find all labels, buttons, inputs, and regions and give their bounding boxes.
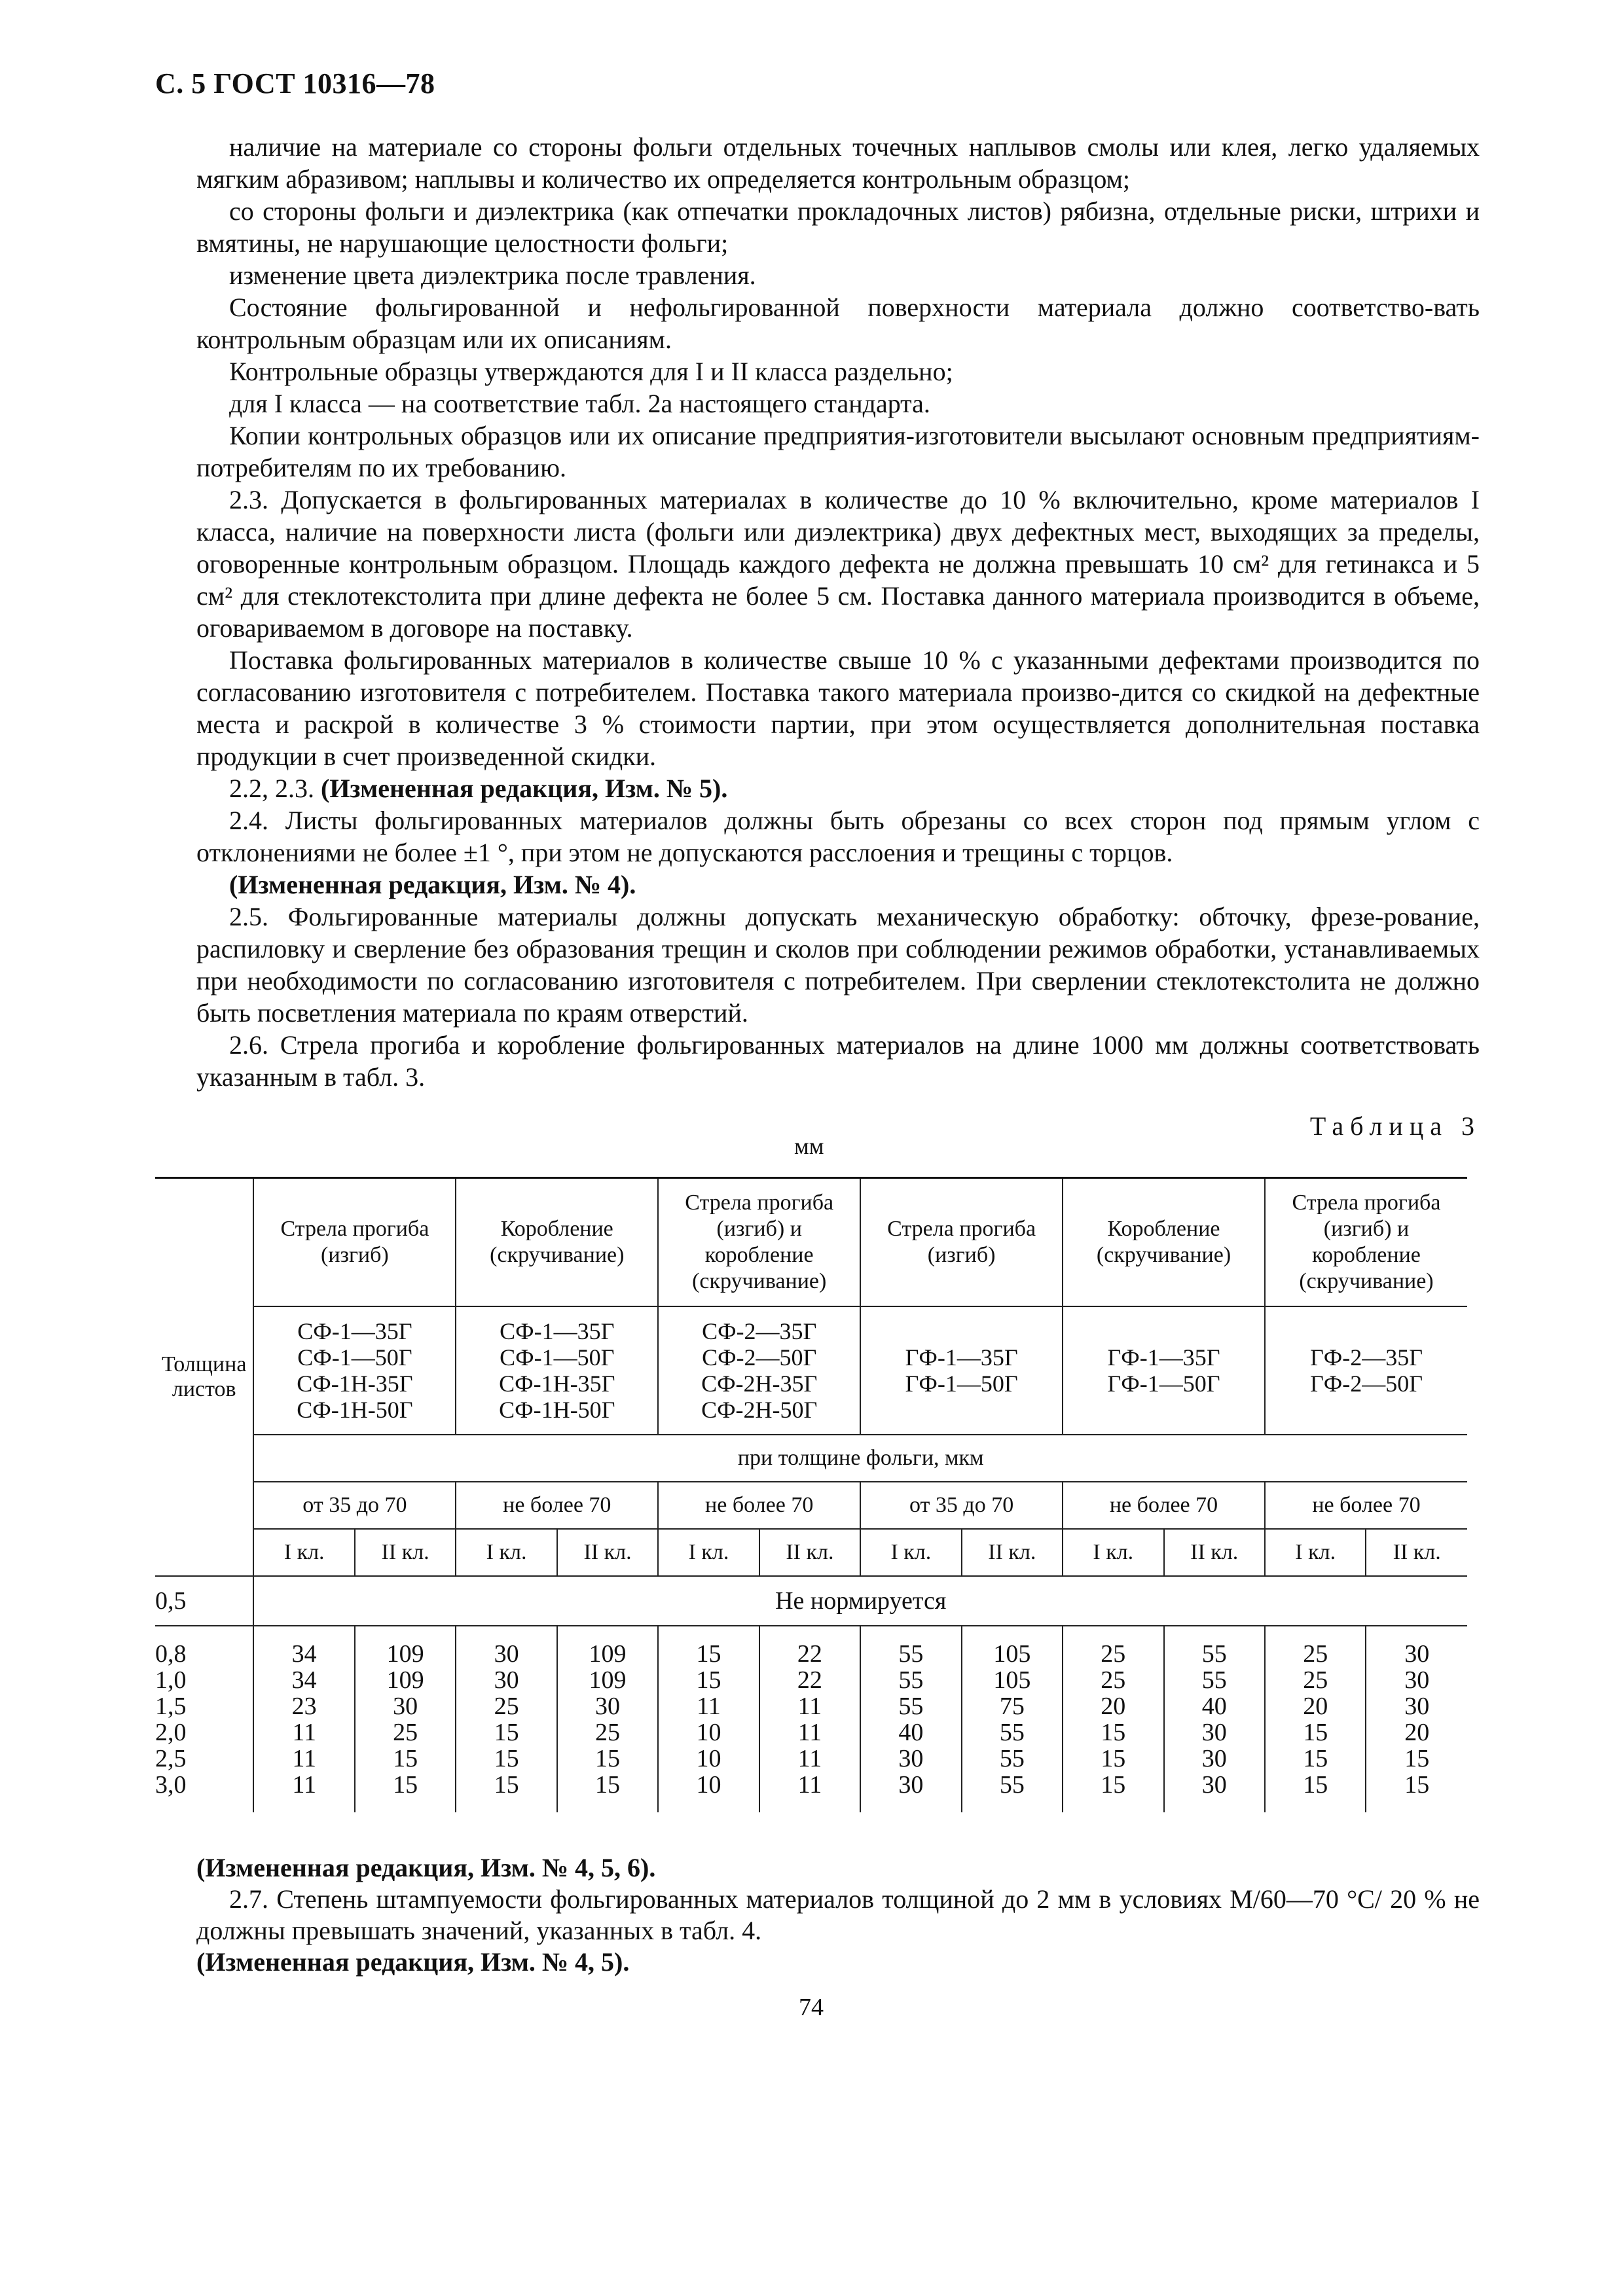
table-value: 11	[292, 1719, 316, 1746]
table-value: 30	[1201, 1771, 1227, 1799]
class-label-cell: II кл.	[1366, 1529, 1467, 1576]
value-column	[1366, 1626, 1467, 1812]
table-value: 34	[291, 1666, 317, 1694]
foil-range-cell: не более 70	[456, 1482, 658, 1529]
table-value: 11	[292, 1771, 316, 1799]
table-value: 30	[1201, 1745, 1227, 1772]
table-value: 20	[1101, 1693, 1126, 1720]
table-value: 34	[291, 1640, 317, 1668]
value-column	[1164, 1626, 1265, 1812]
thickness-value: 1,5	[155, 1693, 187, 1720]
class-label-cell: I кл.	[1063, 1529, 1163, 1576]
value-column	[557, 1626, 658, 1812]
table-value: 15	[1303, 1745, 1328, 1772]
table-value: 10	[696, 1771, 721, 1799]
table-value: 75	[999, 1693, 1025, 1720]
table-value: 30	[898, 1745, 924, 1772]
table-value: 105	[993, 1666, 1031, 1694]
table-value: 15	[494, 1745, 519, 1772]
grade-cell: СФ-1—35Г СФ-1—50Г СФ-1Н-35Г СФ-1Н-50Г	[253, 1306, 456, 1435]
table-value: 55	[898, 1693, 924, 1720]
body-text	[196, 131, 1480, 1093]
table-value: 55	[898, 1666, 924, 1694]
group-header-cell: Коробление (скручивание)	[1063, 1178, 1265, 1307]
paragraph-2-4: 2.4. Листы фольгированных материалов должны быть обрезаны со всех сторон под прямым углом с отклонениями не более ±1 °, при этом не допускаются расслоения и трещины с торцов.	[196, 806, 1480, 867]
paragraph: Состояние фольгированной и нефольгированной поверхности материала должно соответство-вать контрольным образцам или их описаниям.	[196, 293, 1480, 354]
table-value: 30	[595, 1693, 621, 1720]
table-value: 109	[589, 1666, 627, 1694]
table-value: 55	[1201, 1666, 1227, 1694]
table-value: 11	[797, 1719, 822, 1746]
paragraph: Контрольные образцы утверждаются для I и II класса раздельно;	[229, 357, 953, 386]
table-value: 15	[1101, 1719, 1126, 1746]
paragraph-2-7: 2.7. Степень штампуемости фольгированных материалов толщиной до 2 мм в условиях М/60—70 °С/ 20 % не должны превышать значений, указанных в табл. 4.	[196, 1884, 1480, 1945]
grade-cell: ГФ-1—35Г ГФ-1—50Г	[860, 1306, 1063, 1435]
table-title: Таблица 3	[1309, 1111, 1481, 1141]
class-label-cell: I кл.	[860, 1529, 961, 1576]
table-value: 30	[1404, 1693, 1430, 1720]
class-label-cell: I кл.	[456, 1529, 556, 1576]
table-value: 25	[1303, 1666, 1328, 1694]
class-label-cell: I кл.	[658, 1529, 759, 1576]
table-value: 15	[1101, 1771, 1126, 1799]
amendment-note-2-2	[196, 772, 1480, 804]
table-value: 11	[292, 1745, 316, 1772]
table-value: 15	[595, 1745, 621, 1772]
table-value: 30	[1201, 1719, 1227, 1746]
paragraph-2-6: 2.6. Стрела прогиба и коробление фольгированных материалов на длине 1000 мм должны соответствовать указанным в табл. 3.	[196, 1030, 1480, 1092]
class-label-cell: I кл.	[253, 1529, 354, 1576]
thickness-value: 2,0	[155, 1719, 187, 1746]
after-table-text	[196, 1852, 1480, 1978]
table-value: 109	[589, 1640, 627, 1668]
grade-cell: ГФ-2—35Г ГФ-2—50Г	[1265, 1306, 1467, 1435]
class-label-cell: II кл.	[557, 1529, 658, 1576]
table-unit: мм	[794, 1133, 824, 1159]
value-column	[355, 1626, 456, 1812]
table-value: 30	[1404, 1666, 1430, 1694]
grade-cell: ГФ-1—35Г ГФ-1—50Г	[1063, 1306, 1265, 1435]
foil-range-cell: не более 70	[1265, 1482, 1467, 1529]
table-value: 15	[1404, 1771, 1430, 1799]
thickness-column	[155, 1626, 253, 1812]
table-value: 15	[696, 1666, 721, 1694]
table-value: 30	[1404, 1640, 1430, 1668]
thickness-value: 0,8	[155, 1640, 187, 1668]
table-value: 23	[291, 1693, 317, 1720]
foil-range-cell: не более 70	[1063, 1482, 1265, 1529]
class-label-cell: II кл.	[1164, 1529, 1265, 1576]
paragraph: Копии контрольных образцов или их описание предприятия-изготовители высылают основным предприятиям-потребителям по их требованию.	[196, 421, 1480, 482]
table-value: 30	[494, 1640, 519, 1668]
page-header: С. 5 ГОСТ 10316—78	[155, 67, 435, 99]
value-column	[456, 1626, 556, 1812]
table-value: 15	[494, 1719, 519, 1746]
table-value: 25	[393, 1719, 418, 1746]
group-header-cell: Стрела прогиба (изгиб) и коробление (скручивание)	[658, 1178, 860, 1307]
table-value: 15	[595, 1771, 621, 1799]
page-number: 74	[799, 1994, 824, 2021]
thickness-value: 3,0	[155, 1771, 187, 1799]
foil-range-cell: не более 70	[658, 1482, 860, 1529]
paragraph: 2.3. Допускается в фольгированных материалах в количестве до 10 % включительно, кроме материалов I класса, наличие на поверхности листа (фольги или диэлектрика) двух дефектных мест, выходящих за пределы, оговоренные контрольным образцом. Площадь каждого дефекта не должна превышать 10 см² для гетинакса и 5 см² для стеклотекстолита при длине дефекта не более 5 см. Поставка данного материала производится в объеме, оговариваемом в договоре на поставку.	[196, 485, 1480, 643]
table-value: 40	[1201, 1693, 1227, 1720]
paragraph: наличие на материале со стороны фольги отдельных точечных наплывов смолы или клея, легко удаляемых мягким абразивом; наплывы и количество их определяется контрольным образцом;	[196, 132, 1480, 194]
table-value: 22	[797, 1666, 822, 1694]
table-value: 109	[386, 1666, 424, 1694]
value-column	[860, 1626, 961, 1812]
group-header-cell: Стрела прогиба (изгиб)	[860, 1178, 1063, 1307]
table-value: 30	[898, 1771, 924, 1799]
table-value: 55	[1201, 1640, 1227, 1668]
amendment-bold: (Измененная редакция, Изм. № 5).	[321, 774, 728, 803]
group-header-cell: Коробление (скручивание)	[456, 1178, 658, 1307]
amendment-note-2-4: (Измененная редакция, Изм. № 4).	[229, 870, 636, 899]
class-label-cell: I кл.	[1265, 1529, 1366, 1576]
amendment-note-table3: (Измененная редакция, Изм. № 4, 5, 6).	[196, 1853, 656, 1882]
foil-range-cell: от 35 до 70	[860, 1482, 1063, 1529]
thickness-value: 1,0	[155, 1666, 187, 1694]
table-value: 55	[999, 1771, 1025, 1799]
table-value: 20	[1303, 1693, 1328, 1720]
amendment-prefix: 2.2, 2.3.	[229, 774, 321, 803]
thickness-cell: 0,5	[155, 1576, 253, 1626]
table-value: 15	[1303, 1771, 1328, 1799]
table-value: 25	[494, 1693, 519, 1720]
table-value: 11	[697, 1693, 721, 1720]
table-value: 30	[393, 1693, 418, 1720]
table-value: 10	[696, 1745, 721, 1772]
value-column	[658, 1626, 759, 1812]
table-value: 15	[696, 1640, 721, 1668]
paragraph: Поставка фольгированных материалов в количестве свыше 10 % с указанными дефектами производится по согласованию изготовителя с потребителем. Поставка такого материала произво-дится со скидкой на дефектные места и раскрой в количестве 3 % стоимости партии, при этом осуществляется дополнительная поставка продукции в счет произведенной скидки.	[196, 645, 1480, 771]
thickness-value: 2,5	[155, 1745, 187, 1772]
value-column	[962, 1626, 1063, 1812]
group-header-cell: Стрела прогиба (изгиб) и коробление (скручивание)	[1265, 1178, 1467, 1307]
table-value: 30	[494, 1666, 519, 1694]
table-value: 40	[898, 1719, 924, 1746]
paragraph-2-5: 2.5. Фольгированные материалы должны допускать механическую обработку: обточку, фрезе-рование, распиловку и сверление без образования трещин и сколов при соблюдении режимов обработки, устанавливаемых при необходимости по согласованию изготовителя с потребителем. При сверлении стеклотекстолита не должно быть посветления материала по краям отверстий.	[196, 902, 1480, 1028]
paragraph: для I класса — на соответствие табл. 2а настоящего стандарта.	[229, 389, 930, 418]
table-value: 11	[797, 1771, 822, 1799]
table-value: 15	[393, 1771, 418, 1799]
foil-range-cell: от 35 до 70	[253, 1482, 456, 1529]
value-column	[1063, 1626, 1163, 1812]
foil-thickness-label: при толщине фольги, мкм	[253, 1435, 1467, 1482]
amendment-note-2-7: (Измененная редакция, Изм. № 4, 5).	[196, 1947, 630, 1977]
table-value: 25	[595, 1719, 621, 1746]
paragraph: изменение цвета диэлектрика после травления.	[229, 260, 756, 290]
table-value: 11	[797, 1693, 822, 1720]
class-label-cell: II кл.	[355, 1529, 456, 1576]
value-column	[253, 1626, 354, 1812]
class-label-cell: II кл.	[962, 1529, 1063, 1576]
table-value: 10	[696, 1719, 721, 1746]
table-3	[155, 1177, 1467, 1812]
table-value: 109	[386, 1640, 424, 1668]
group-header-cell: Стрела прогиба (изгиб)	[253, 1178, 456, 1307]
table-value: 15	[1101, 1745, 1126, 1772]
grade-cell: СФ-1—35Г СФ-1—50Г СФ-1Н-35Г СФ-1Н-50Г	[456, 1306, 658, 1435]
not-normed-cell: Не нормируется	[253, 1576, 1467, 1626]
table-value: 55	[999, 1719, 1025, 1746]
table-value: 15	[393, 1745, 418, 1772]
paragraph: со стороны фольги и диэлектрика (как отпечатки прокладочных листов) рябизна, отдельные риски, штрихи и вмятины, не нарушающие целостности фольги;	[196, 196, 1480, 258]
row-header-cell: Толщина листов	[155, 1178, 253, 1577]
class-label-cell: II кл.	[759, 1529, 860, 1576]
table-value: 25	[1101, 1640, 1126, 1668]
table-value: 15	[494, 1771, 519, 1799]
table-value: 25	[1303, 1640, 1328, 1668]
table-value: 25	[1101, 1666, 1126, 1694]
table-value: 15	[1303, 1719, 1328, 1746]
table-value: 15	[1404, 1745, 1430, 1772]
table-value: 20	[1404, 1719, 1430, 1746]
table-value: 11	[797, 1745, 822, 1772]
table-value: 55	[999, 1745, 1025, 1772]
table-value: 105	[993, 1640, 1031, 1668]
value-column	[1265, 1626, 1366, 1812]
value-column	[759, 1626, 860, 1812]
table-value: 22	[797, 1640, 822, 1668]
grade-cell: СФ-2—35Г СФ-2—50Г СФ-2Н-35Г СФ-2Н-50Г	[658, 1306, 860, 1435]
table-value: 55	[898, 1640, 924, 1668]
